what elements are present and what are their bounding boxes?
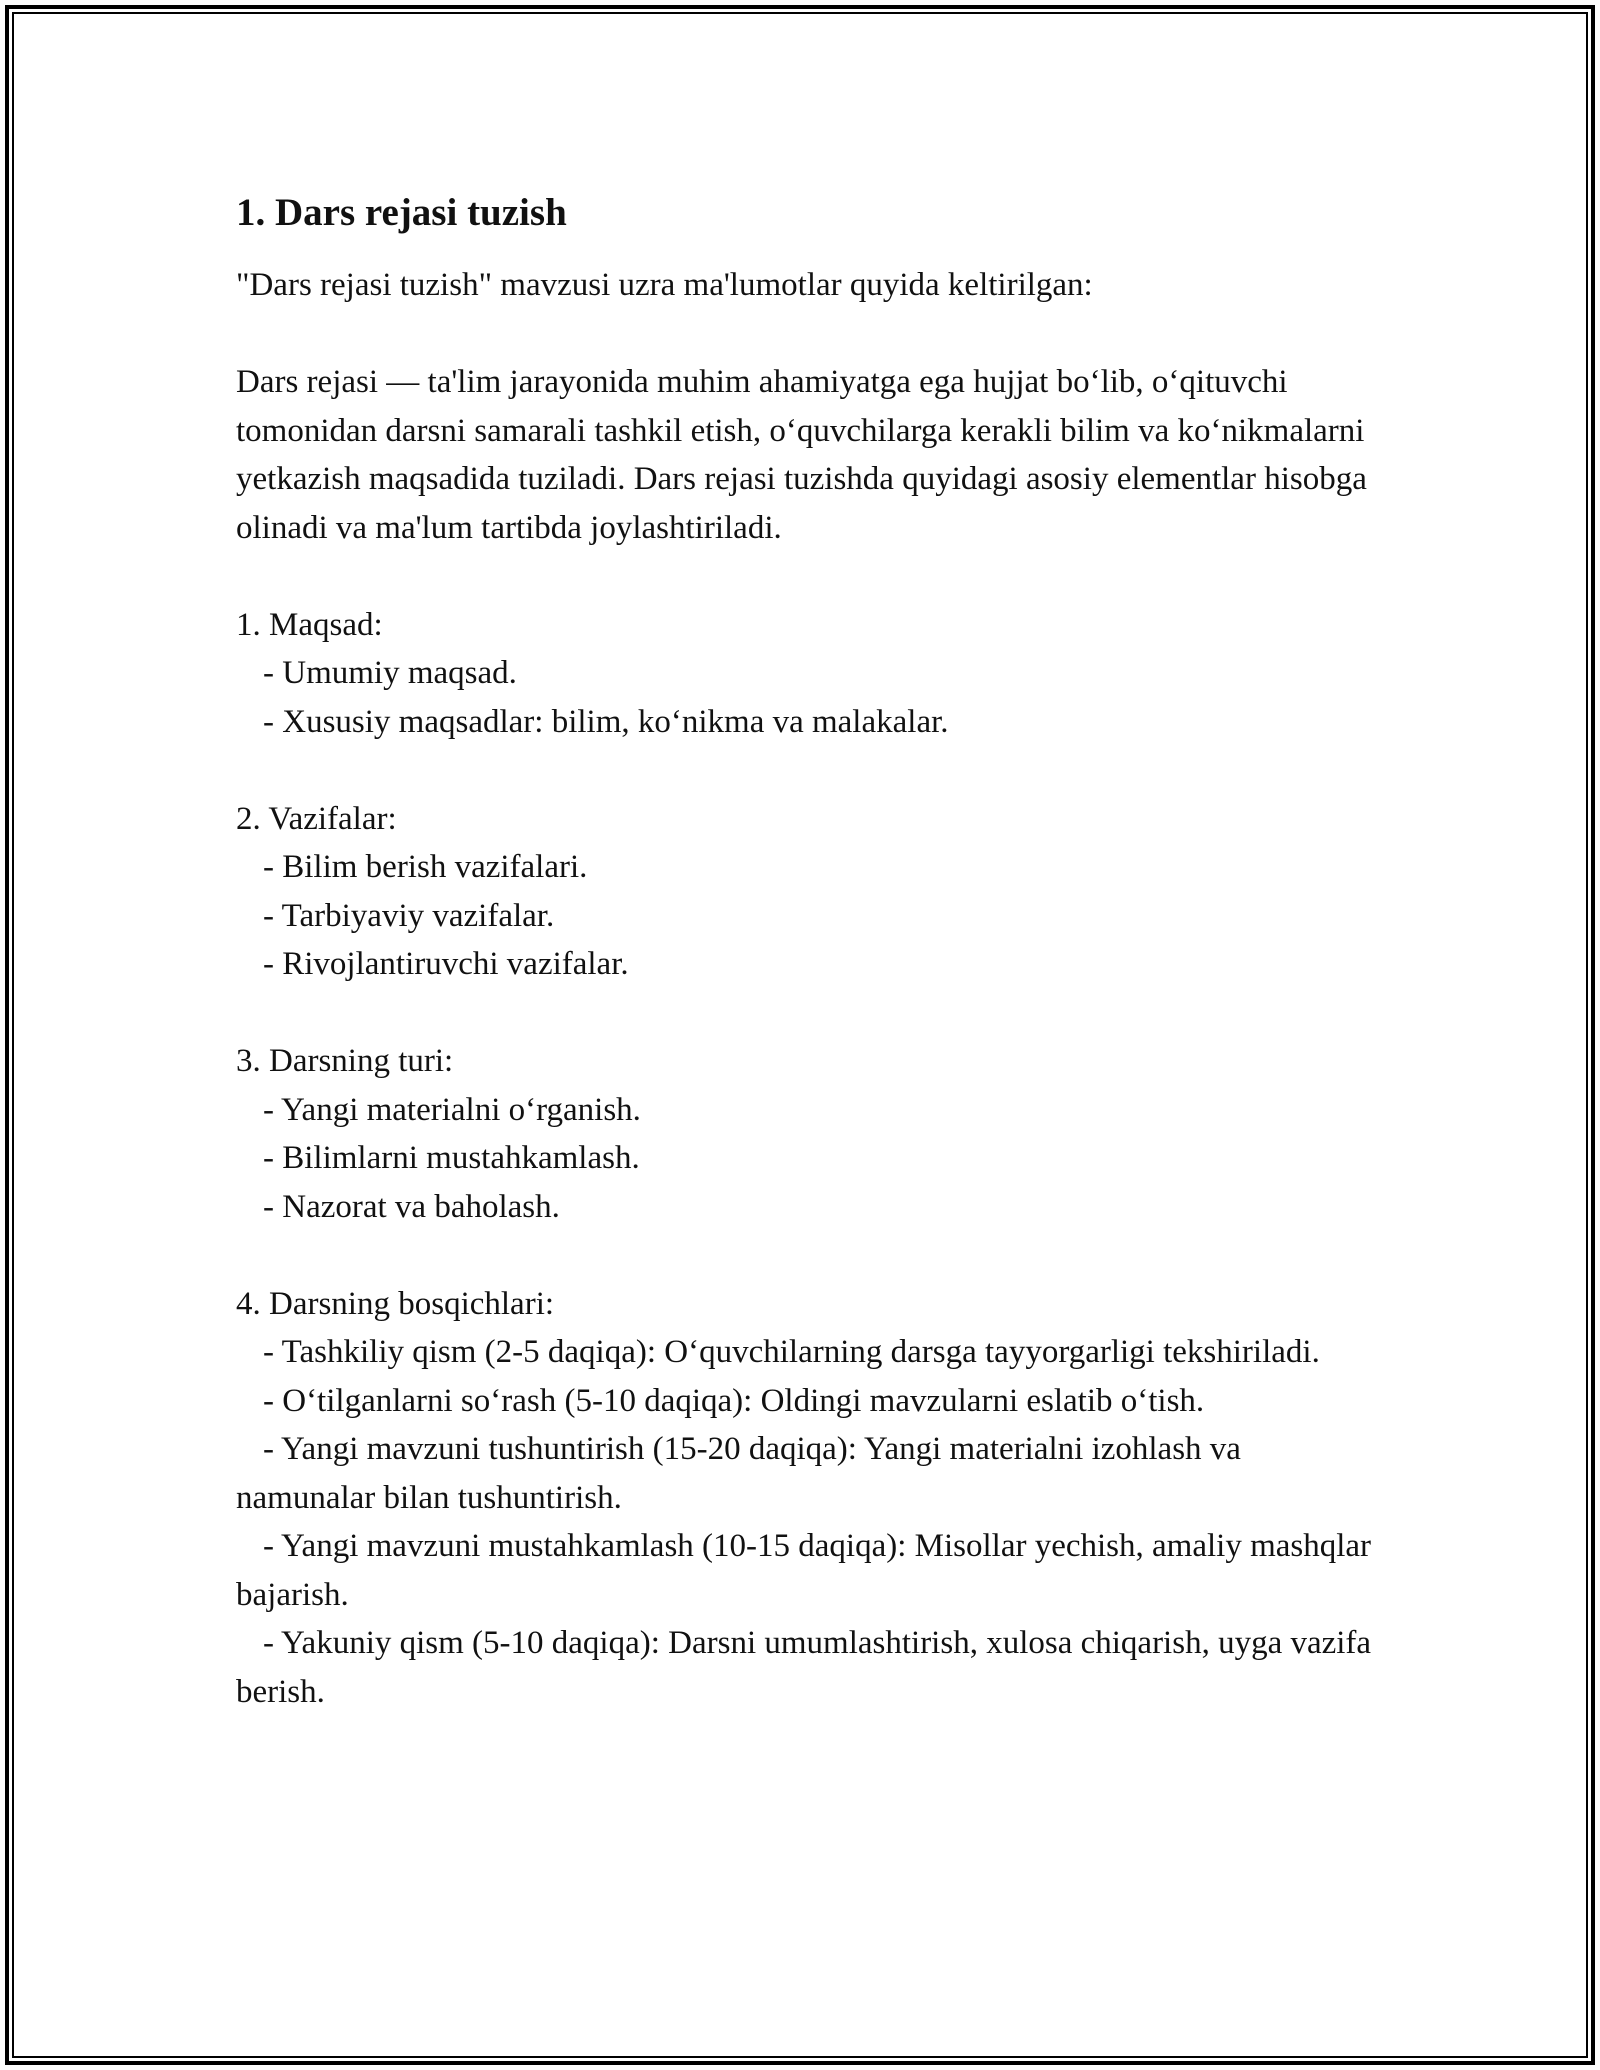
list-item: - O‘tilganlarni so‘rash (5-10 daqiqa): Oldingi mavzularni eslatib o‘tish. [263, 1382, 1205, 1419]
list-item: - Umumiy maqsad. [263, 655, 517, 691]
main-paragraph: Dars rejasi — ta'lim jarayonida muhim ahamiyatga ega hujjat bo‘lib, o‘qituvchi tomonidan darsni samarali tashkil etish, o‘quvchilarga kerakli bilim va ko‘nikmalarni yetkazish maqsadida tuziladi. Dars rejasi tuzishda quyidagi asosiy elementlar hisobga olinadi va ma'lum tartibda joylashtiriladi. [236, 364, 1376, 546]
list-item: - Tarbiyaviy vazifalar. [263, 897, 555, 934]
section-maqsad [236, 601, 1376, 747]
intro-line: "Dars rejasi tuzish" mavzusi uzra ma'lumotlar quyida keltirilgan: [236, 267, 1093, 303]
section-heading: 1. Maqsad: [236, 606, 383, 643]
spacer [236, 552, 1376, 601]
spacer [236, 989, 1376, 1038]
list-item: - Nazorat va baholash. [263, 1188, 560, 1225]
spacer [236, 310, 1376, 359]
document-title: 1. Dars rejasi tuzish [236, 191, 567, 234]
section-heading: 3. Darsning turi: [236, 1043, 454, 1079]
section-heading: 2. Vazifalar: [236, 800, 397, 837]
list-item: - Yangi mavzuni mustahkamlash (10-15 daqiqa): Misollar yechish, amaliy mashqlar bajarish. [236, 1528, 1372, 1613]
section-darsning-turi [236, 1037, 1376, 1231]
list-item: - Yangi materialni o‘rganish. [263, 1091, 641, 1128]
list-item: - Yangi mavzuni tushuntirish (15-20 daqiqa): Yangi materialni izohlash va namunalar bilan tushuntirish. [236, 1431, 1241, 1516]
section-darsning-bosqichlari [236, 1280, 1376, 1717]
spacer [236, 1231, 1376, 1280]
list-item: - Bilimlarni mustahkamlash. [263, 1140, 640, 1176]
list-item: - Xususiy maqsadlar: bilim, ko‘nikma va malakalar. [263, 703, 949, 740]
list-item: - Rivojlantiruvchi vazifalar. [263, 946, 629, 982]
document-body [236, 185, 1376, 1716]
list-item: - Bilim berish vazifalari. [263, 849, 588, 885]
section-vazifalar [236, 795, 1376, 989]
spacer [236, 746, 1376, 795]
list-item: - Tashkiliy qism (2-5 daqiqa): O‘quvchilarning darsga tayyorgarligi tekshiriladi. [263, 1334, 1320, 1370]
section-heading: 4. Darsning bosqichlari: [236, 1285, 555, 1322]
list-item: - Yakuniy qism (5-10 daqiqa): Darsni umumlashtirish, xulosa chiqarish, uyga vazifa berish. [236, 1625, 1372, 1710]
